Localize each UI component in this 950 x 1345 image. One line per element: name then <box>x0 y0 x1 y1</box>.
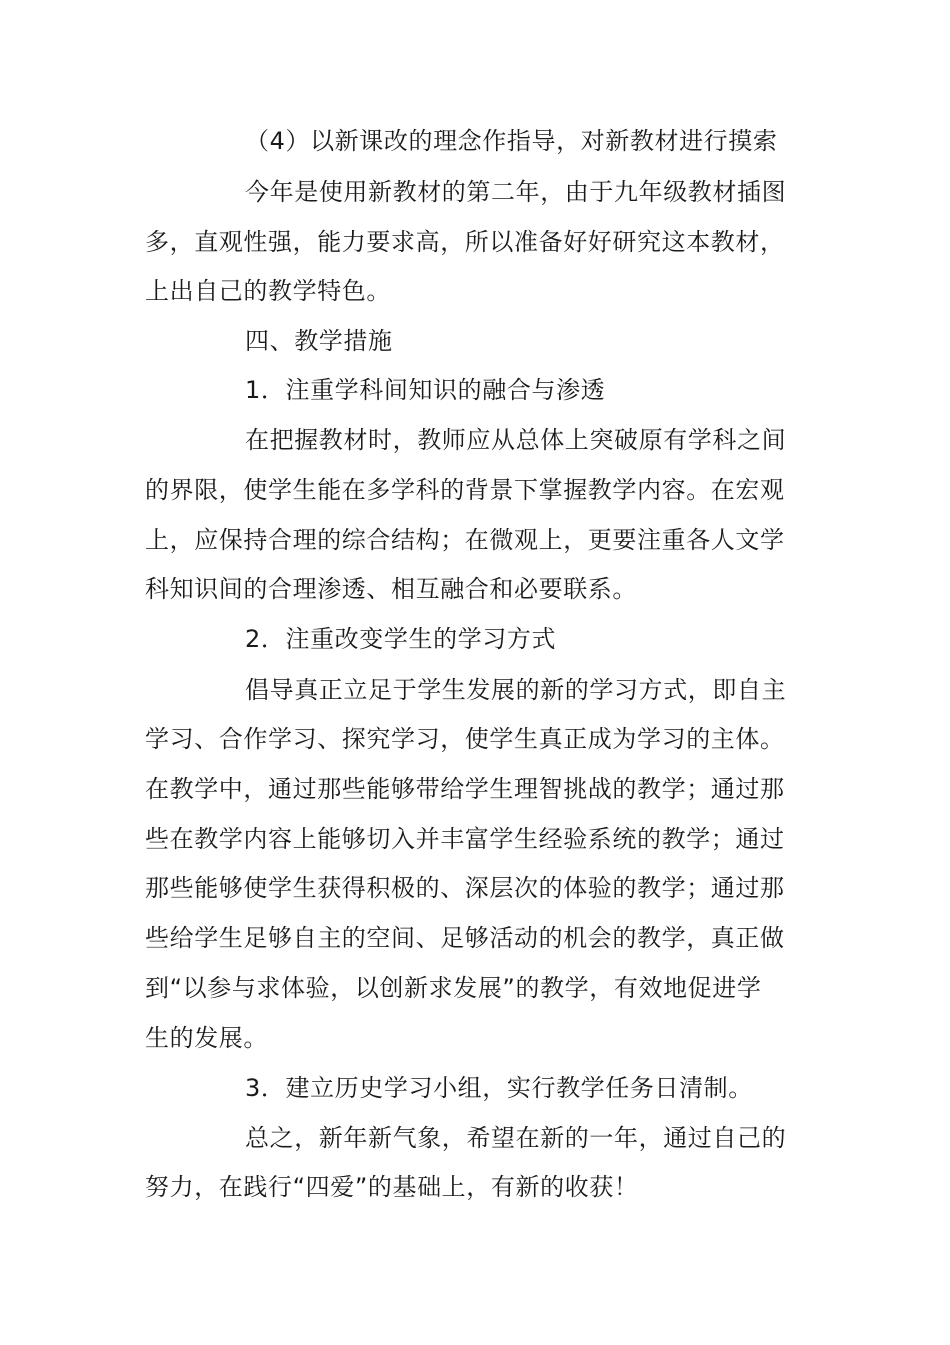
paragraph-line: 在教学中，通过那些能够带给学生理智挑战的教学；通过那 <box>145 775 785 803</box>
paragraph-line: 总之，新年新气象，希望在新的一年，通过自己的 <box>245 1124 787 1152</box>
paragraph-line: 些在教学内容上能够切入并丰富学生经验系统的教学；通过 <box>145 825 785 853</box>
paragraph-line: 到“以参与求体验，以创新求发展”的教学，有效地促进学 <box>145 974 762 1002</box>
paragraph-line: 科知识间的合理渗透、相互融合和必要联系。 <box>145 575 637 603</box>
paragraph-line: 努力，在践行“四爱”的基础上，有新的收获！ <box>145 1173 639 1201</box>
paragraph-line: 上出自己的教学特色。 <box>145 277 391 305</box>
paragraph-line: 学习、合作学习、探究学习，使学生真正成为学习的主体。 <box>145 725 785 753</box>
paragraph-line: 今年是使用新教材的第二年，由于九年级教材插图 <box>245 178 787 206</box>
paragraph-line: 些给学生足够自主的空间、足够活动的机会的教学，真正做 <box>145 924 785 952</box>
paragraph-line: 那些能够使学生获得积极的、深层次的体验的教学；通过那 <box>145 874 785 902</box>
measure-heading-3: 3．建立历史学习小组，实行教学任务日清制。 <box>245 1074 753 1102</box>
paragraph-line: 多，直观性强，能力要求高，所以准备好好研究这本教材， <box>145 228 785 256</box>
measure-heading-2: 2．注重改变学生的学习方式 <box>245 625 557 653</box>
paragraph-line: 生的发展。 <box>145 1024 268 1052</box>
measure-heading-1: 1．注重学科间知识的融合与渗透 <box>245 376 606 404</box>
paragraph-line: 的界限，使学生能在多学科的背景下掌握教学内容。在宏观 <box>145 476 785 504</box>
paragraph-line: 上，应保持合理的综合结构；在微观上，更要注重各人文学 <box>145 526 785 554</box>
paragraph-line: 在把握教材时，教师应从总体上突破原有学科之间 <box>245 426 787 454</box>
paragraph-line: 倡导真正立足于学生发展的新的学习方式，即自主 <box>245 676 787 704</box>
subsection-heading-4: （4）以新课改的理念作指导，对新教材进行摸索 <box>245 127 778 155</box>
section-heading: 四、教学措施 <box>245 327 393 355</box>
